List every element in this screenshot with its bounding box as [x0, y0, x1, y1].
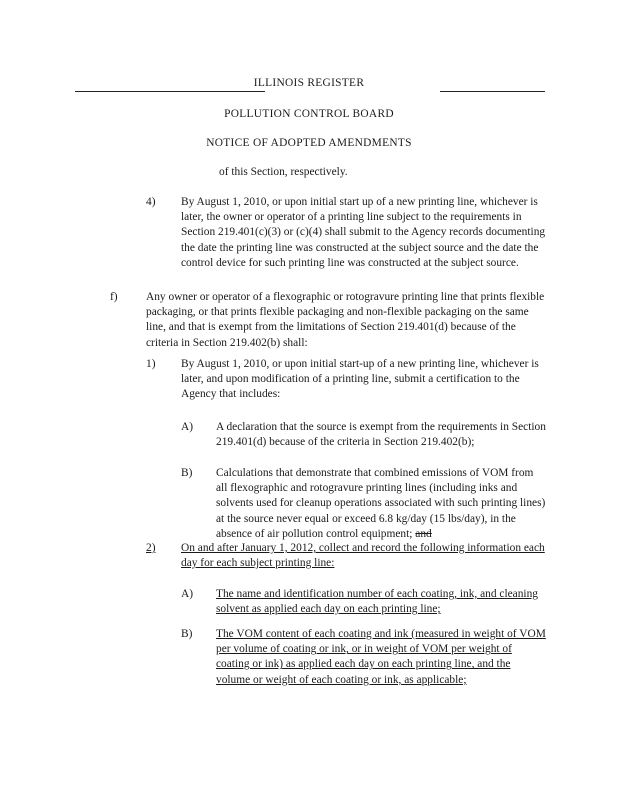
- item-f1B-body: Calculations that demonstrate that combined emissions of VOM from all flexographic and rotogravure printing lines (including inks and solvents used for cleanup operations associated with such printing lines) at the source never equal or exceed 6.8 kg/day (15 lbs/day), in the absence of air pollution control equipment;: [216, 467, 546, 540]
- item-f2A-text: The name and identification number of each coating, ink, and cleaning solvent as applied each day on each printing line;: [216, 588, 538, 616]
- continuation-text: of this Section, respectively.: [219, 166, 348, 178]
- item-f-label: f): [110, 291, 118, 303]
- item-f-text: Any owner or operator of a flexographic or rotogravure printing line that prints flexible packaging, or that prints flexible packaging and non-flexible packaging on the same line, and that is exempt from the limitations of Section 219.401(d) because of the criteria in Section 219.402(b) shall:: [146, 291, 545, 349]
- item-f1-text: By August 1, 2010, or upon initial start-up of a new printing line, whichever is later, and upon modification of a printing line, submit a certification to the Agency that includes:: [181, 358, 539, 401]
- item-f2B-text: The VOM content of each coating and ink (measured in weight of VOM per volume of coating or ink, or in weight of VOM per weight of coating or ink) as applied each day on each printing line, and the volume or weight of each coating or ink, as applicable;: [216, 628, 546, 686]
- item-f1-label: 1): [146, 358, 156, 370]
- item-f2-label: 2): [146, 542, 156, 554]
- register-title: ILLINOIS REGISTER: [253, 77, 365, 89]
- header-rule-left: [75, 91, 265, 92]
- board-title: POLLUTION CONTROL BOARD: [224, 108, 394, 120]
- item-f1A-text: A declaration that the source is exempt from the requirements in Section 219.401(d) because of the criteria in Section 219.402(b);: [216, 421, 546, 449]
- item-f2A-label: A): [181, 588, 194, 600]
- item-f1A-label: A): [181, 421, 194, 433]
- item-4-label: 4): [146, 196, 156, 208]
- notice-title: NOTICE OF ADOPTED AMENDMENTS: [206, 137, 412, 149]
- item-f1B-text: [216, 466, 546, 542]
- item-f1B-label: B): [181, 467, 193, 479]
- item-f2-text: On and after January 1, 2012, collect and record the following information each day for each subject printing line:: [181, 542, 545, 570]
- item-f2B-label: B): [181, 628, 193, 640]
- item-4-text: By August 1, 2010, or upon initial start up of a new printing line, whichever is later, the owner or operator of a printing line subject to the requirements in Section 219.401(c)(3) or (c)(4) shall submit to the Agency records documenting the date the printing line was constructed at the subject source and the date the control device for such printing line was constructed at the subject source.: [181, 196, 546, 269]
- header-rule-right: [440, 91, 545, 92]
- item-f1B-struck: and: [415, 527, 432, 540]
